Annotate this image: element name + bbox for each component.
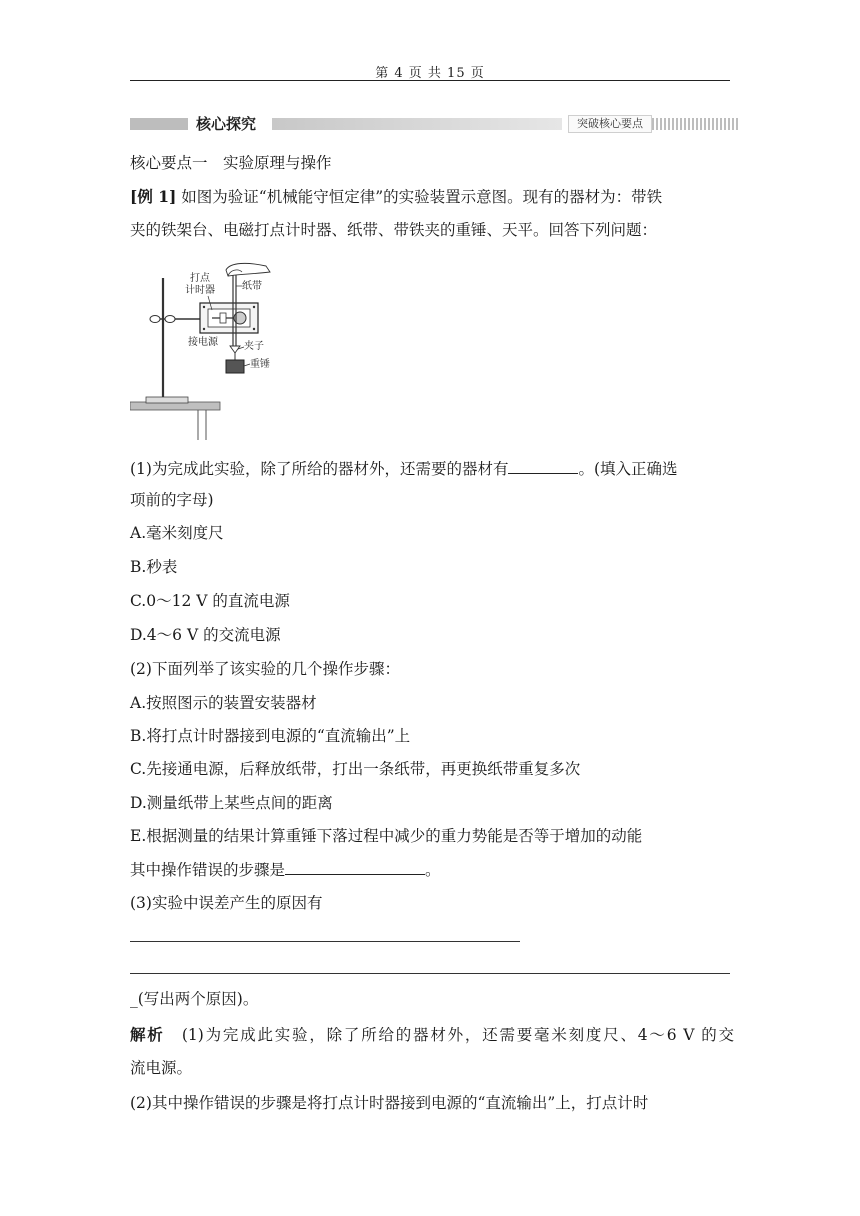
coil — [220, 313, 226, 323]
apparatus-diagram — [130, 256, 290, 441]
header-rule — [130, 80, 730, 81]
analysis-line-2: 流电源。 — [130, 1059, 193, 1077]
q2-step-d: D.测量纸带上某些点间的距离 — [130, 794, 333, 812]
label-weight: 重锤 — [250, 359, 270, 370]
q1-line-2: 项前的字母) — [130, 491, 214, 509]
q3-tail: _(写出两个原因)。 — [130, 990, 259, 1008]
point-title: 核心要点一 实验原理与操作 — [130, 154, 332, 172]
timer-screw — [203, 328, 205, 330]
q2-step-c: C.先接通电源，后释放纸带，打出一条纸带，再更换纸带重复多次 — [130, 760, 581, 778]
hand — [226, 263, 270, 276]
label-power: 接电源 — [188, 337, 218, 348]
label-timer-2: 计时器 — [185, 285, 215, 296]
q2-ask-b: 。 — [425, 861, 441, 879]
banner-left-bar — [130, 118, 188, 130]
label-clip: 夹子 — [244, 341, 264, 352]
analysis-text-1: (1)为完成此实验，除了所给的器材外，还需要毫米刻度尺、4～6 V 的交 — [181, 1026, 734, 1044]
example-intro-line-1 — [130, 186, 734, 208]
banner-mid-bar — [272, 118, 562, 130]
timer-screw — [203, 306, 205, 308]
q3-stem: (3)实验中误差产生的原因有 — [130, 894, 323, 912]
q2-stem: (2)下面列举了该实验的几个操作步骤： — [130, 660, 400, 678]
clamp-knob — [165, 316, 175, 323]
clip — [230, 346, 240, 353]
timer-screw — [253, 328, 255, 330]
stand-base — [146, 397, 188, 403]
q1-line-1 — [130, 457, 734, 480]
timer-screw — [253, 306, 255, 308]
q2-step-e: E.根据测量的结果计算重锤下落过程中减少的重力势能是否等于增加的动能 — [130, 827, 643, 845]
q2-step-a: A.按照图示的装置安装器材 — [130, 694, 317, 712]
example-intro-1: 如图为验证“机械能守恒定律”的实验装置示意图。现有的器材为：带铁 — [181, 188, 663, 206]
apparatus-figure — [130, 256, 290, 441]
section-banner — [130, 114, 738, 132]
analysis-line-3: (2)其中操作错误的步骤是将打点计时器接到电源的“直流输出”上，打点计时 — [130, 1094, 649, 1112]
q1-option-b: B.秒表 — [130, 558, 178, 576]
banner-title: 核心探究 — [196, 115, 257, 133]
q1-answer-blank[interactable] — [508, 457, 578, 474]
banner-right-stripes — [652, 118, 738, 130]
q3-answer-line-2[interactable] — [130, 973, 730, 974]
q2-ask — [130, 858, 734, 881]
q2-ask-a: 其中操作错误的步骤是 — [130, 861, 286, 879]
q2-answer-blank[interactable] — [285, 858, 425, 875]
label-tape: 纸带 — [242, 281, 262, 292]
q1-option-c: C.0～12 V 的直流电源 — [130, 592, 290, 610]
q1-option-a: A.毫米刻度尺 — [130, 524, 224, 542]
q3-answer-line-1[interactable] — [130, 941, 520, 942]
q2-step-b: B.将打点计时器接到电源的“直流输出”上 — [130, 727, 411, 745]
clamp-knob — [150, 316, 160, 323]
example-intro-line-2: 夹的铁架台、电磁打点计时器、纸带、带铁夹的重锤、天平。回答下列问题： — [130, 221, 658, 239]
page-header: 第 4 页 共 15 页 — [375, 66, 485, 81]
q1-stem-a: (1)为完成此实验，除了所给的器材外，还需要的器材有 — [130, 460, 509, 478]
analysis-label: 解析 — [130, 1025, 165, 1044]
label-timer-1: 打点 — [190, 273, 210, 284]
q1-stem-b: 。(填入正确选 — [578, 460, 678, 478]
banner-subtitle: 突破核心要点 — [568, 115, 652, 133]
example-tag: [例 1] — [130, 187, 177, 206]
analysis-line-1 — [130, 1024, 734, 1046]
heavy-weight — [226, 360, 244, 373]
q1-option-d: D.4～6 V 的交流电源 — [130, 626, 281, 644]
